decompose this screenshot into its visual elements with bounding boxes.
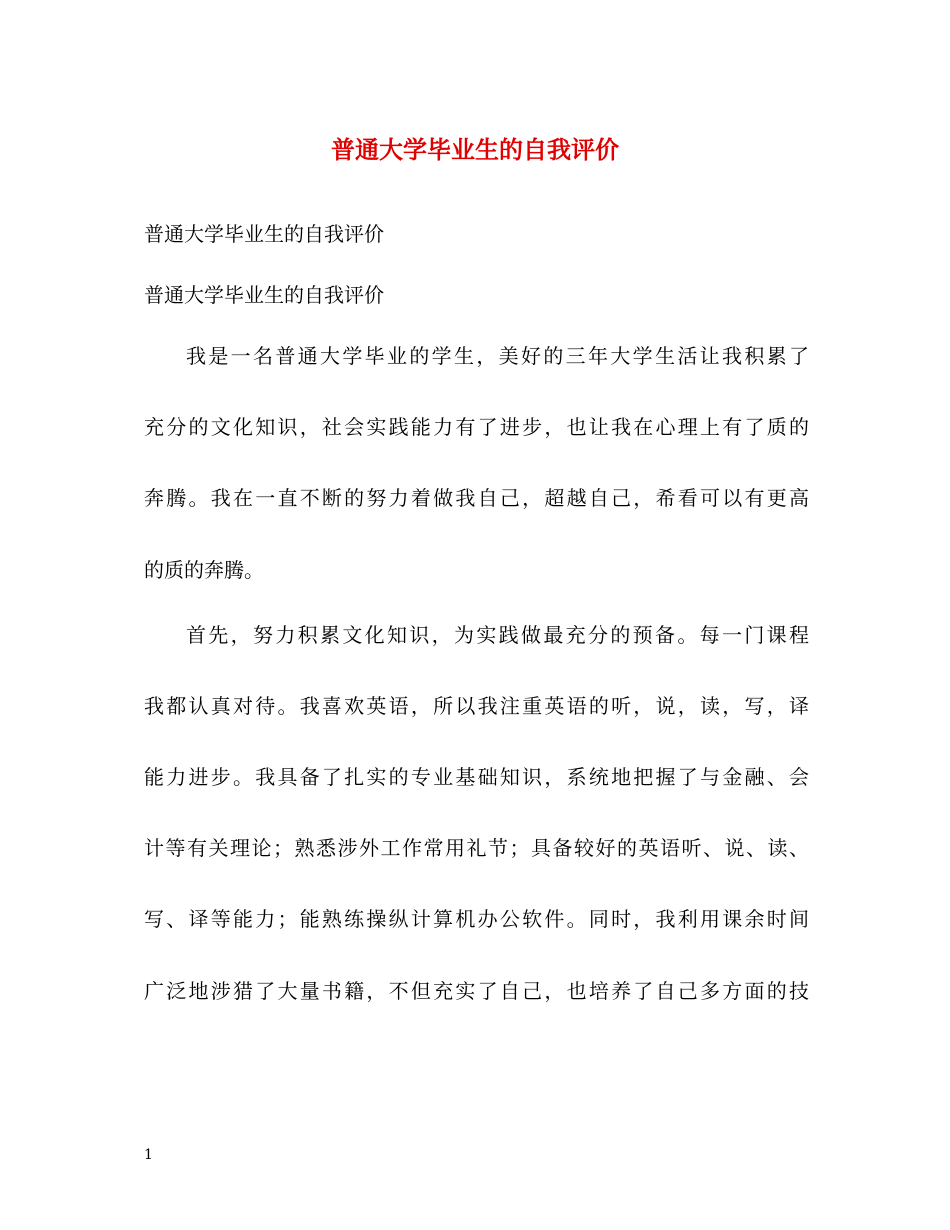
paragraph-1-line-3: 奔腾。我在一直不断的努力着做我自己，超越自己，希看可以有更高 <box>144 486 809 510</box>
paragraph-2-line-3: 能力进步。我具备了扎实的专业基础知识，系统地把握了与金融、会 <box>144 765 809 789</box>
document-title: 普通大学毕业生的自我评价 <box>331 135 619 164</box>
paragraph-1-line-1: 我是一名普通大学毕业的学生，美好的三年大学生活让我积累了 <box>186 344 809 368</box>
paragraph-2-line-6: 广泛地涉猎了大量书籍，不但充实了自己，也培养了自己多方面的技 <box>144 979 809 1003</box>
subheading-2: 普通大学毕业生的自我评价 <box>144 283 384 307</box>
paragraph-2-line-1: 首先，努力积累文化知识，为实践做最充分的预备。每一门课程 <box>186 623 809 647</box>
paragraph-1-line-2: 充分的文化知识，社会实践能力有了进步，也让我在心理上有了质的 <box>144 415 809 439</box>
paragraph-1-line-4: 的质的奔腾。 <box>144 558 264 582</box>
subheading-1: 普通大学毕业生的自我评价 <box>144 222 384 246</box>
paragraph-2-line-2: 我都认真对待。我喜欢英语，所以我注重英语的听，说，读，写，译 <box>144 694 809 718</box>
paragraph-2-line-4: 计等有关理论；熟悉涉外工作常用礼节；具备较好的英语听、说、读、 <box>144 836 809 860</box>
page-number: 1 <box>144 1147 153 1163</box>
paragraph-2-line-5: 写、译等能力；能熟练操纵计算机办公软件。同时，我利用课余时间 <box>144 907 809 931</box>
